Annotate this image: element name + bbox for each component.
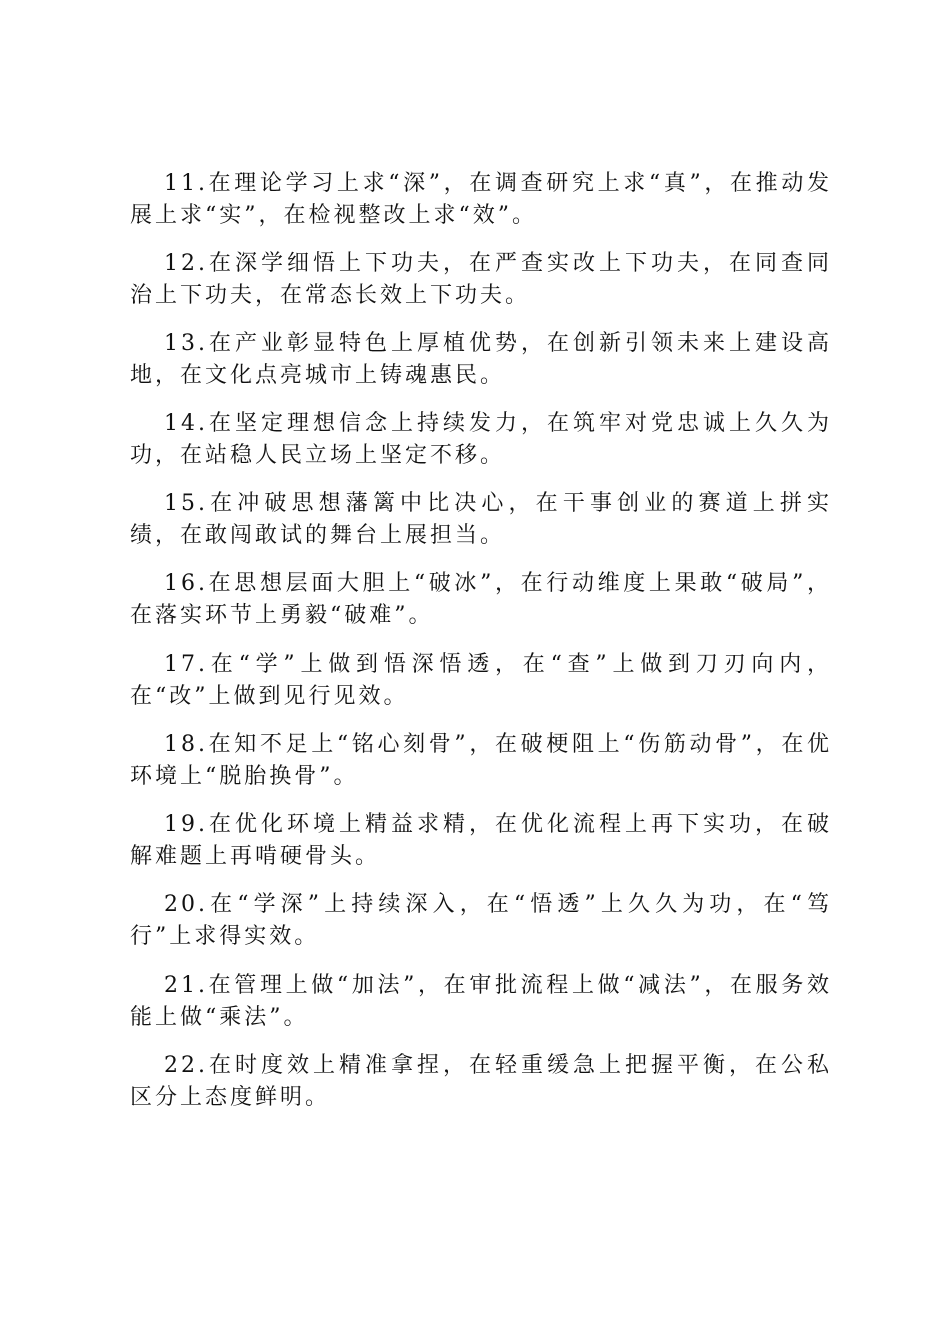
paragraph-19: 19.在优化环境上精益求精，在优化流程上再下实功，在破解难题上再啃硬骨头。 [130,812,832,869]
paragraph-18: 18.在知不足上“铭心刻骨”，在破梗阻上“伤筋动骨”，在优环境上“脱胎换骨”。 [130,732,832,789]
paragraph-12: 12.在深学细悟上下功夫，在严查实改上下功夫，在同查同治上下功夫，在常态长效上下功夫。 [130,251,832,308]
paragraph-22: 22.在时度效上精准拿捏，在轻重缓急上把握平衡，在公私区分上态度鲜明。 [130,1053,832,1110]
paragraph-11: 11.在理论学习上求“深”，在调查研究上求“真”，在推动发展上求“实”，在检视整改上求“效”。 [130,171,832,228]
paragraph-15: 15.在冲破思想藩篱中比决心，在干事创业的赛道上拼实绩，在敢闯敢试的舞台上展担当。 [130,491,832,548]
paragraph-21: 21.在管理上做“加法”，在审批流程上做“减法”，在服务效能上做“乘法”。 [130,973,832,1030]
paragraph-14: 14.在坚定理想信念上持续发力，在筑牢对党忠诚上久久为功，在站稳人民立场上坚定不移。 [130,411,832,468]
paragraph-13: 13.在产业彰显特色上厚植优势，在创新引领未来上建设高地，在文化点亮城市上铸魂惠民。 [130,331,832,388]
paragraph-20: 20.在“学深”上持续深入，在“悟透”上久久为功，在“笃行”上求得实效。 [130,892,832,949]
paragraph-17: 17.在“学”上做到悟深悟透，在“查”上做到刀刃向内，在“改”上做到见行见效。 [130,652,832,709]
paragraph-16: 16.在思想层面大胆上“破冰”，在行动维度上果敢“破局”，在落实环节上勇毅“破难”。 [130,571,832,628]
